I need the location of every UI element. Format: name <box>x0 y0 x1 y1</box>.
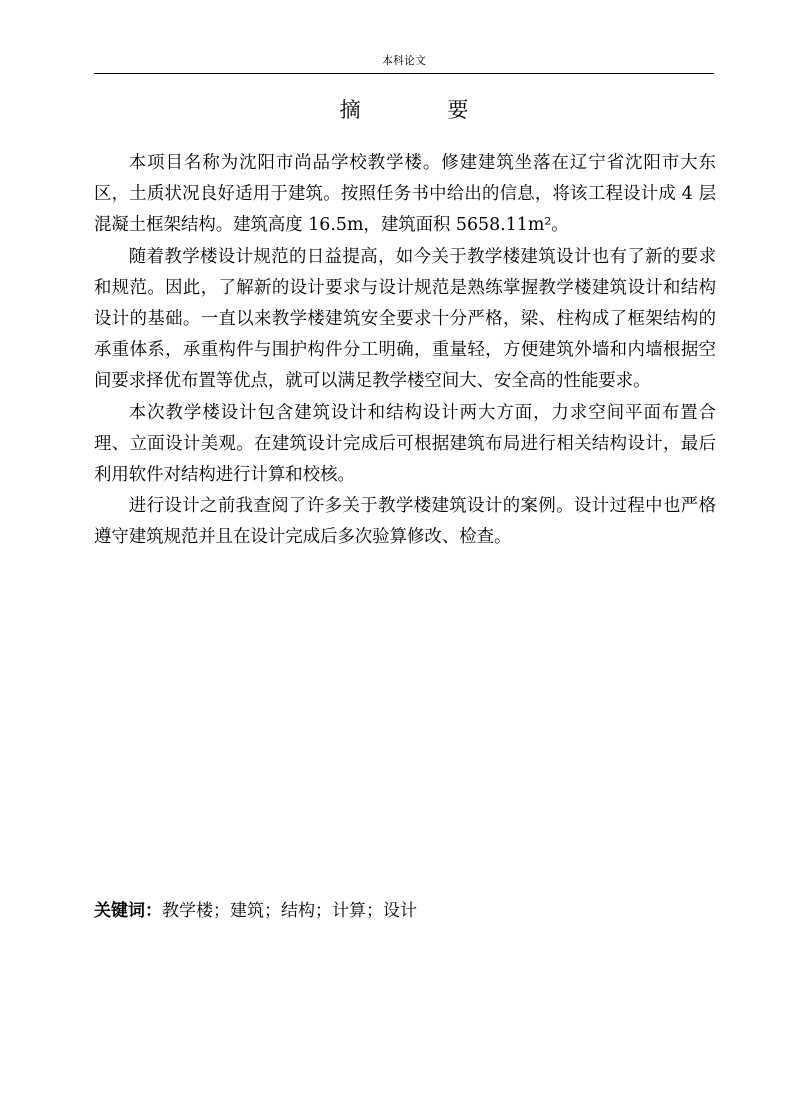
running-header: 本科论文 <box>382 54 426 67</box>
keywords-list: 教学楼；建筑；结构；计算；设计 <box>162 901 417 921</box>
abstract-paragraph-2: 随着教学楼设计规范的日益提高，如今关于教学楼建筑设计也有了新的要求和规范。因此，了解新的设计要求与设计规范是熟练掌握教学楼建筑设计和结构设计的基础。一直以来教学楼建筑安全要求十分严格，梁、柱构成了框架结构的承重体系，承重构件与围护构件分工明确，重量轻，方便建筑外墙和内墙根据空间要求择优布置等优点，就可以满足教学楼空间大、安全高的性能要求。 <box>94 246 716 392</box>
abstract-paragraph-1: 本项目名称为沈阳市尚品学校教学楼。修建建筑坐落在辽宁省沈阳市大东区，土质状况良好适用于建筑。按照任务书中给出的信息，将该工程设计成 4 层混凝土框架结构。建筑高度 16.5m，建筑面积 5658.11m²。 <box>94 153 716 236</box>
keywords-label: 关键词： <box>94 901 162 921</box>
page-title: 摘 要 <box>339 98 509 122</box>
keywords-line <box>94 898 714 924</box>
abstract-paragraph-4: 进行设计之前我查阅了许多关于教学楼建筑设计的案例。设计过程中也严格遵守建筑规范并且在设计完成后多次验算修改、检查。 <box>94 496 716 548</box>
header-divider <box>94 73 714 74</box>
abstract-paragraph-3: 本次教学楼设计包含建筑设计和结构设计两大方面，力求空间平面布置合理、立面设计美观。在建筑设计完成后可根据建筑布局进行相关结构设计，最后利用软件对结构进行计算和校核。 <box>94 402 716 486</box>
abstract-body <box>94 148 716 554</box>
